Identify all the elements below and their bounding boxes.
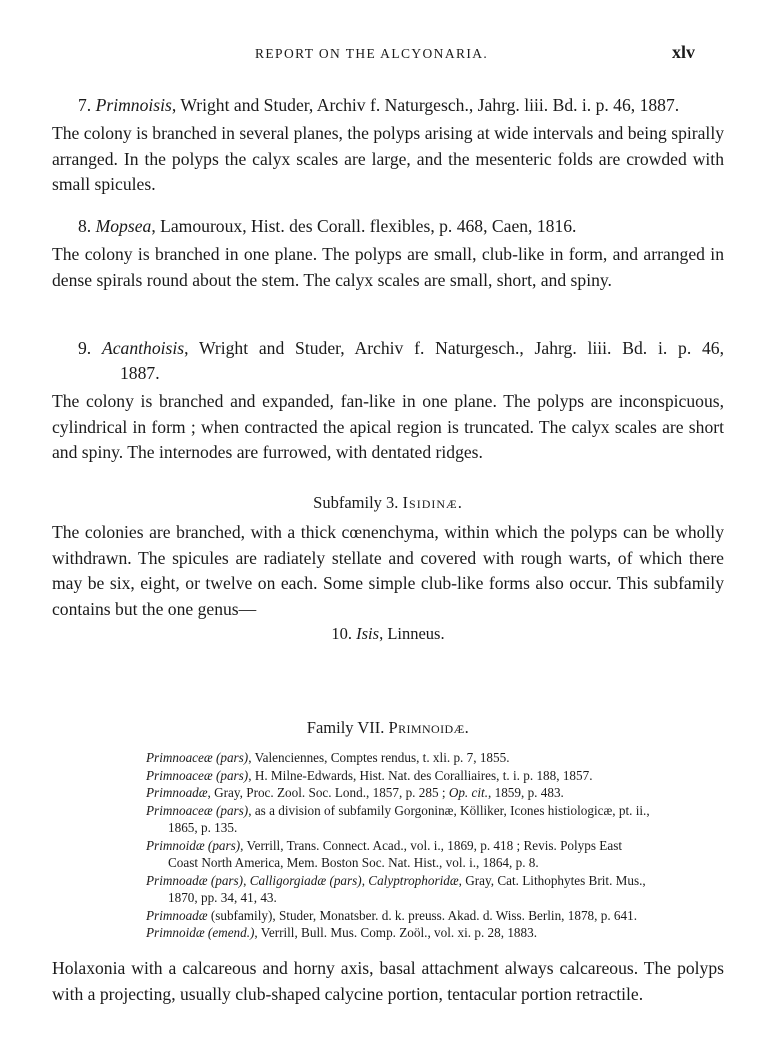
synonym-entry: Primnoaceæ (pars), H. Milne-Edwards, Hist. Nat. des Coralliaires, t. i. p. 188, 1857.	[146, 767, 593, 783]
genus-number: 8.	[78, 216, 92, 236]
subfamily-genus-heading	[0, 624, 776, 644]
synonym-entry: Primnoidæ (pars), Verrill, Trans. Connect. Acad., vol. i., 1869, p. 418 ; Revis. Polyps East	[146, 837, 622, 853]
genus-citation: , Lamouroux, Hist. des Corall. flexibles, p. 468, Caen, 1816.	[151, 216, 577, 236]
genus-name: Primnoisis	[95, 95, 172, 115]
subfamily-heading	[0, 493, 776, 513]
family-name: Primnoidæ.	[388, 718, 470, 737]
genus-description-acanthoisis: The colony is branched and expanded, fan-like in one plane. The polyps are inconspicuous, cylindrical in form ; when contracted the apical region is truncated. The calyx scales are short and spiny. The internodes are furrowed, with dentated ridges.	[52, 391, 724, 462]
subfamily-label: Subfamily 3.	[313, 493, 399, 512]
synonymy-list	[146, 749, 726, 942]
genus-citation: , Wright and Studer, Archiv f. Naturgesch., Jahrg. liii. Bd. i. p. 46,	[184, 338, 724, 358]
family-heading	[0, 718, 776, 738]
synonym-entry: Primnoidæ (emend.), Verrill, Bull. Mus. Comp. Zoöl., vol. xi. p. 28, 1883.	[146, 925, 537, 940]
genus-author: , Linneus.	[379, 624, 445, 643]
page-number: xlv	[672, 42, 696, 62]
synonym-entry-continued: Coast North America, Mem. Boston Soc. Nat. Hist., vol. i., 1864, p. 8.	[168, 855, 539, 870]
family-description: Holaxonia with a calcareous and horny axis, basal attachment always calcareous. The polyps with a projecting, usually club-shaped calycine portion, tentacular portion retractile.	[52, 958, 724, 1004]
synonym-entry: Primnoadæ, Gray, Proc. Zool. Soc. Lond., 1857, p. 285 ; Op. cit., 1859, p. 483.	[146, 785, 564, 800]
genus-description-primnoisis: The colony is branched in several planes, the polyps arising at wide intervals and being spirally arranged. In the polyps the calyx scales are large, and the mesenteric folds are crowded with small spicules.	[52, 123, 724, 194]
synonym-entry-continued: 1865, p. 135.	[168, 820, 238, 835]
genus-number: 9.	[78, 338, 92, 358]
synonym-entry: Primnoadæ (pars), Calligorgiadæ (pars), Calyptrophoridæ, Gray, Cat. Lithophytes Brit. Mus.,	[146, 872, 646, 888]
genus-number: 7.	[78, 95, 92, 115]
synonym-entry: Primnoaceæ (pars), Valenciennes, Comptes rendus, t. xli. p. 7, 1855.	[146, 750, 510, 765]
genus-citation: , Wright and Studer, Archiv f. Naturgesch., Jahrg. liii. Bd. i. p. 46, 1887.	[171, 95, 680, 115]
running-header-title: REPORT ON THE ALCYONARIA.	[255, 46, 489, 61]
subfamily-name: Isidinæ.	[402, 493, 463, 512]
genus-heading-acanthoisis	[78, 336, 724, 362]
synonym-entry: Primnoadæ (subfamily), Studer, Monatsber. d. k. preuss. Akad. d. Wiss. Berlin, 1878, p. 641.	[146, 907, 638, 923]
genus-citation-continued: 1887.	[120, 363, 160, 383]
genus-heading-mopsea	[78, 214, 576, 240]
genus-name: Mopsea	[95, 216, 152, 236]
synonym-entry: Primnoaceæ (pars), as a division of subfamily Gorgoninæ, Kölliker, Icones histiologicæ, pt. ii.,	[146, 802, 650, 818]
genus-heading-primnoisis	[78, 93, 679, 119]
subfamily-description: The colonies are branched, with a thick cœnenchyma, within which the polyps can be wholly withdrawn. The spicules are radiately stellate and covered with rough warts, of which there may be six, eight, or twelve on each. Some simple club-like forms also occur. This subfamily contains but the one genus—	[52, 522, 724, 619]
genus-number: 10.	[331, 624, 353, 643]
genus-name: Isis	[356, 624, 380, 643]
genus-description-mopsea: The colony is branched in one plane. The polyps are small, club-like in form, and arranged in dense spirals round about the stem. The calyx scales are small, short, and spiny.	[52, 244, 724, 290]
genus-name: Acanthoisis	[101, 338, 185, 358]
synonym-entry-continued: 1870, pp. 34, 41, 43.	[168, 890, 277, 905]
family-label: Family VII.	[306, 718, 385, 737]
